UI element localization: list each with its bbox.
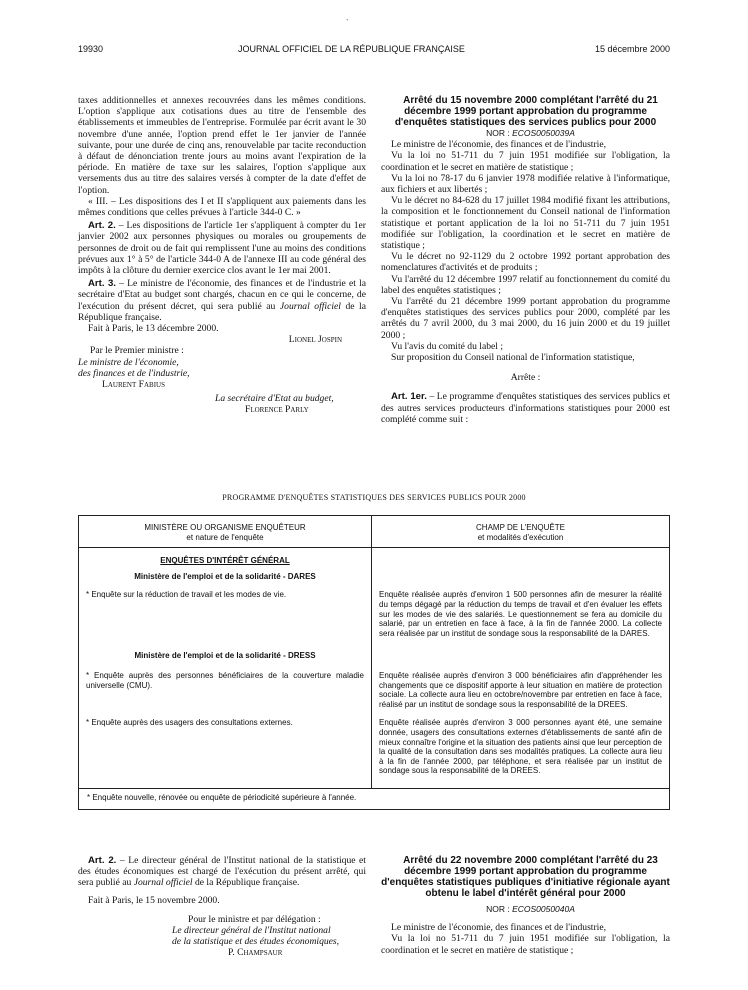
page-header [78, 44, 670, 58]
nor-reference [381, 904, 670, 915]
article-text: – Le directeur général de l'Institut national de la statistique et des études économiques est chargé de l'exécution du présent arrêté, qui sera publié au [78, 855, 366, 889]
column-header-ministry: MINISTÈRE OU ORGANISME ENQUÊTEUR et nature de l'enquête [79, 516, 372, 548]
director-title: Le directeur général de l'Institut national [172, 925, 331, 937]
secretary-title: La secrétaire d'Etat au budget, [215, 393, 334, 405]
table-row [79, 710, 670, 788]
article-text: – Le ministre de l'économie, des finances et de l'industrie et la secrétaire d'Etat au budget sont chargés, chacun en ce qui le concerne, de l'exécution du présent décret, qui sera publié au [78, 278, 366, 312]
left-column-top [78, 95, 366, 416]
signature-parly: Florence Parly [245, 404, 309, 416]
ministry-title: Ministère de l'emploi et de la solidarité - DARES [134, 571, 316, 581]
article-text: – Le programme d'enquêtes statistiques des services publics et des autres services producteurs d'informations statistiques pour 2000 est complété comme suit : [381, 391, 671, 425]
article-3 [78, 278, 366, 323]
page-number: 19930 [78, 44, 104, 54]
ministry-title: Ministère de l'emploi et de la solidarité - DRESS [134, 651, 316, 661]
fait-a-paris: Fait à Paris, le 13 décembre 2000. [88, 323, 219, 335]
nor-reference [381, 128, 670, 139]
article-text-end: de la République française. [78, 300, 366, 323]
nor-code: ECOS0050039A [512, 128, 575, 138]
paragraph: Vu le décret no 92-1129 du 2 octobre 1992 portant approbation des nomenclatures d'activités et de produits ; [381, 251, 670, 274]
fait-a-paris: Fait à Paris, le 15 novembre 2000. [88, 894, 220, 906]
paragraph: Sur proposition du Conseil national de l'information statistique, [391, 352, 635, 364]
signature-champsaur: P. Champsaur [228, 947, 283, 959]
survey-scope: Enquête réalisée auprès d'environ 3 000 personnes ayant été, une semaine donnée, usagers des consultations externes d'établissements de santé afin de mieux connaître l'origine et la situation des patients ainsi que leur perception de la qualité de la consultation dans ses modalités pratiques. La collecte aura lieu à la fin de l'année 2000, par téléphone, et sera réalisée par un institut de sondage sous la responsabilité de la DREES. [379, 718, 662, 776]
paragraph: Le ministre de l'économie, des finances et de l'industrie, [391, 922, 606, 934]
survey-name: * Enquête sur la réduction de travail et les modes de vie. [86, 590, 287, 600]
paragraph: « III. – Les dispositions des I et II s'appliquent aux paiements dans les mêmes conditions que celles prévues à l'article 344-0 C. » [78, 195, 366, 219]
minister-title: des finances et de l'industrie, [78, 367, 190, 379]
right-column-bottom [381, 855, 670, 956]
right-column-top [381, 95, 670, 425]
table-header-row [79, 516, 670, 548]
survey-scope: Enquête réalisée auprès d'environ 1 500 personnes afin de mesurer la réalité du temps dégagé par la réduction du temps de travail et d'en évaluer les effets sur les modes de vie des salariés. Le questionnement se fera au domicile du salarié, par un entretien en face à face, à la fin de l'année 2000. La collecte sera réalisée par un institut de sondage sous la responsabilité de la DARES. [379, 590, 662, 638]
programme-title: PROGRAMME D'ENQUÊTES STATISTIQUES DES SERVICES PUBLICS POUR 2000 [222, 493, 526, 502]
table-row [79, 639, 670, 662]
article-label: Art. 2. [88, 855, 117, 866]
left-column-bottom [78, 855, 366, 959]
nor-label: NOR : [486, 904, 513, 914]
journal-ref: Journal officiel [279, 300, 341, 312]
nor-label: NOR : [486, 128, 513, 138]
article-label: Art. 2. [88, 220, 116, 232]
article-text: – Les dispositions de l'article 1er s'appliquent à compter du 1er janvier 2002 aux personnes physiques ou morales ou groupements de personnes de droit ou de fait qui remplissent l'une au moins des conditions prévues aux 1° à 5° de l'article 344-0 A de l'annexe III au code général des impôts à la clôture du dernier exercice clos avant le 1er mai 2001. [78, 220, 366, 277]
issue-date: 15 décembre 2000 [594, 44, 670, 54]
director-title: de la statistique et des études économiques, [172, 936, 340, 948]
paragraph: Vu la loi no 78-17 du 6 janvier 1978 modifiée relative à l'informatique, aux fichiers et aux libertés ; [381, 172, 670, 196]
paragraph: Vu l'arrêté du 21 décembre 1999 portant approbation du programme d'enquêtes statistiques des services publics pour 2000, complété par les arrêtés du 7 avril 2000, du 3 mai 2000, du 16 juin 2000 et du 19 juillet 2000 ; [381, 296, 670, 341]
article-text-end: de la République française. [192, 877, 300, 889]
survey-name: * Enquête auprès des personnes bénéficiaires de la couverture maladie universelle (CMU). [86, 670, 364, 690]
paragraph: Vu la loi no 51-711 du 7 juin 1951 modifiée sur l'obligation, la coordination et le secret en matière de statistique ; [381, 933, 670, 956]
section-title: ENQUÊTES D'INTÉRÊT GÉNÉRAL [160, 556, 290, 566]
table-footnote: * Enquête nouvelle, rénovée ou enquête de périodicité supérieure à l'année. [79, 788, 670, 809]
arrete-title: Arrêté du 22 novembre 2000 complétant l'arrêté du 23 décembre 1999 portant approbation du programme d'enquêtes statistiques publiques d'initiative régionale ayant obtenu le label d'intérêt général pour 2000 [381, 855, 670, 899]
paragraph: taxes additionnelles et annexes recouvrées dans les mêmes conditions. L'option s'applique aux cotisations dues au titre de l'ensemble des établissements et immeubles de l'entreprise. Formulée par écrit avant le 30 novembre d'une année, l'option prend effet le 1er janvier de l'année suivante, pour une durée de cinq ans, renouvelable par tacite reconduction à défaut de dénonciation trente jours au moins avant l'expiration de la période. En matière de taxe sur les salaires, l'option s'applique aux versements dus au titre des salaires versés à compter de la date d'effet de l'option. [78, 95, 366, 196]
signature-fabius: Laurent Fabius [102, 379, 165, 391]
column-header-scope: CHAMP DE L'ENQUÊTE et modalités d'exécution [372, 516, 670, 548]
paragraph: Vu le décret no 84-628 du 17 juillet 1984 modifié fixant les attributions, la composition et le fonctionnement du Conseil national de l'information statistique et portant application de la loi no 51-711 du 7 juin 1951 modifiée sur l'obligation, la coordination et le secret en matière de statistique ; [381, 195, 670, 252]
par-premier-ministre: Par le Premier ministre : [90, 345, 184, 357]
survey-name: * Enquête auprès des usagers des consultations externes. [86, 718, 293, 728]
paragraph: Le ministre de l'économie, des finances et de l'industrie, [391, 139, 606, 151]
article-1 [381, 391, 670, 425]
article-2 [78, 220, 366, 276]
table-row [79, 662, 670, 710]
survey-table [78, 515, 670, 810]
nor-code: ECOS0050040A [512, 904, 575, 914]
arrete-word: Arrête : [510, 372, 541, 384]
top-mark: ` [346, 18, 349, 27]
journal-title: JOURNAL OFFICIEL DE LA RÉPUBLIQUE FRANÇAISE [238, 44, 465, 54]
article-label: Art. 1er. [391, 391, 427, 403]
minister-title: Le ministre de l'économie, [78, 356, 179, 368]
article-label: Art. 3. [88, 278, 116, 290]
table-row [79, 582, 670, 639]
signature-jospin: Lionel Jospin [288, 334, 342, 346]
article-2-bottom [78, 855, 366, 889]
journal-ref: Journal officiel [133, 877, 193, 889]
paragraph: Vu l'avis du comité du label ; [391, 340, 503, 352]
paragraph: Vu la loi no 51-711 du 7 juin 1951 modifiée sur l'obligation, la coordination et le secret en matière de statistique ; [381, 150, 670, 173]
survey-scope: Enquête réalisée auprès d'environ 3 000 bénéficiaires afin d'appréhender les changements que ce dispositif apporte à leur situation en matière de protection sociale. La collecte aura lieu en octobre/novembre par entretien en face à face, réalisé par un institut de sondage sous la responsabilité de la DREES. [379, 670, 662, 709]
table-row [79, 548, 670, 583]
arrete-title: Arrêté du 15 novembre 2000 complétant l'arrêté du 21 décembre 1999 portant approbation du programme d'enquêtes statistiques des services publics pour 2000 [394, 95, 658, 128]
table-footnote-row [79, 788, 670, 809]
pour-le-ministre: Pour le ministre et par délégation : [188, 913, 321, 925]
paragraph: Vu l'arrêté du 12 décembre 1997 relatif au fonctionnement du comité du label des enquêtes statistiques ; [381, 273, 670, 296]
